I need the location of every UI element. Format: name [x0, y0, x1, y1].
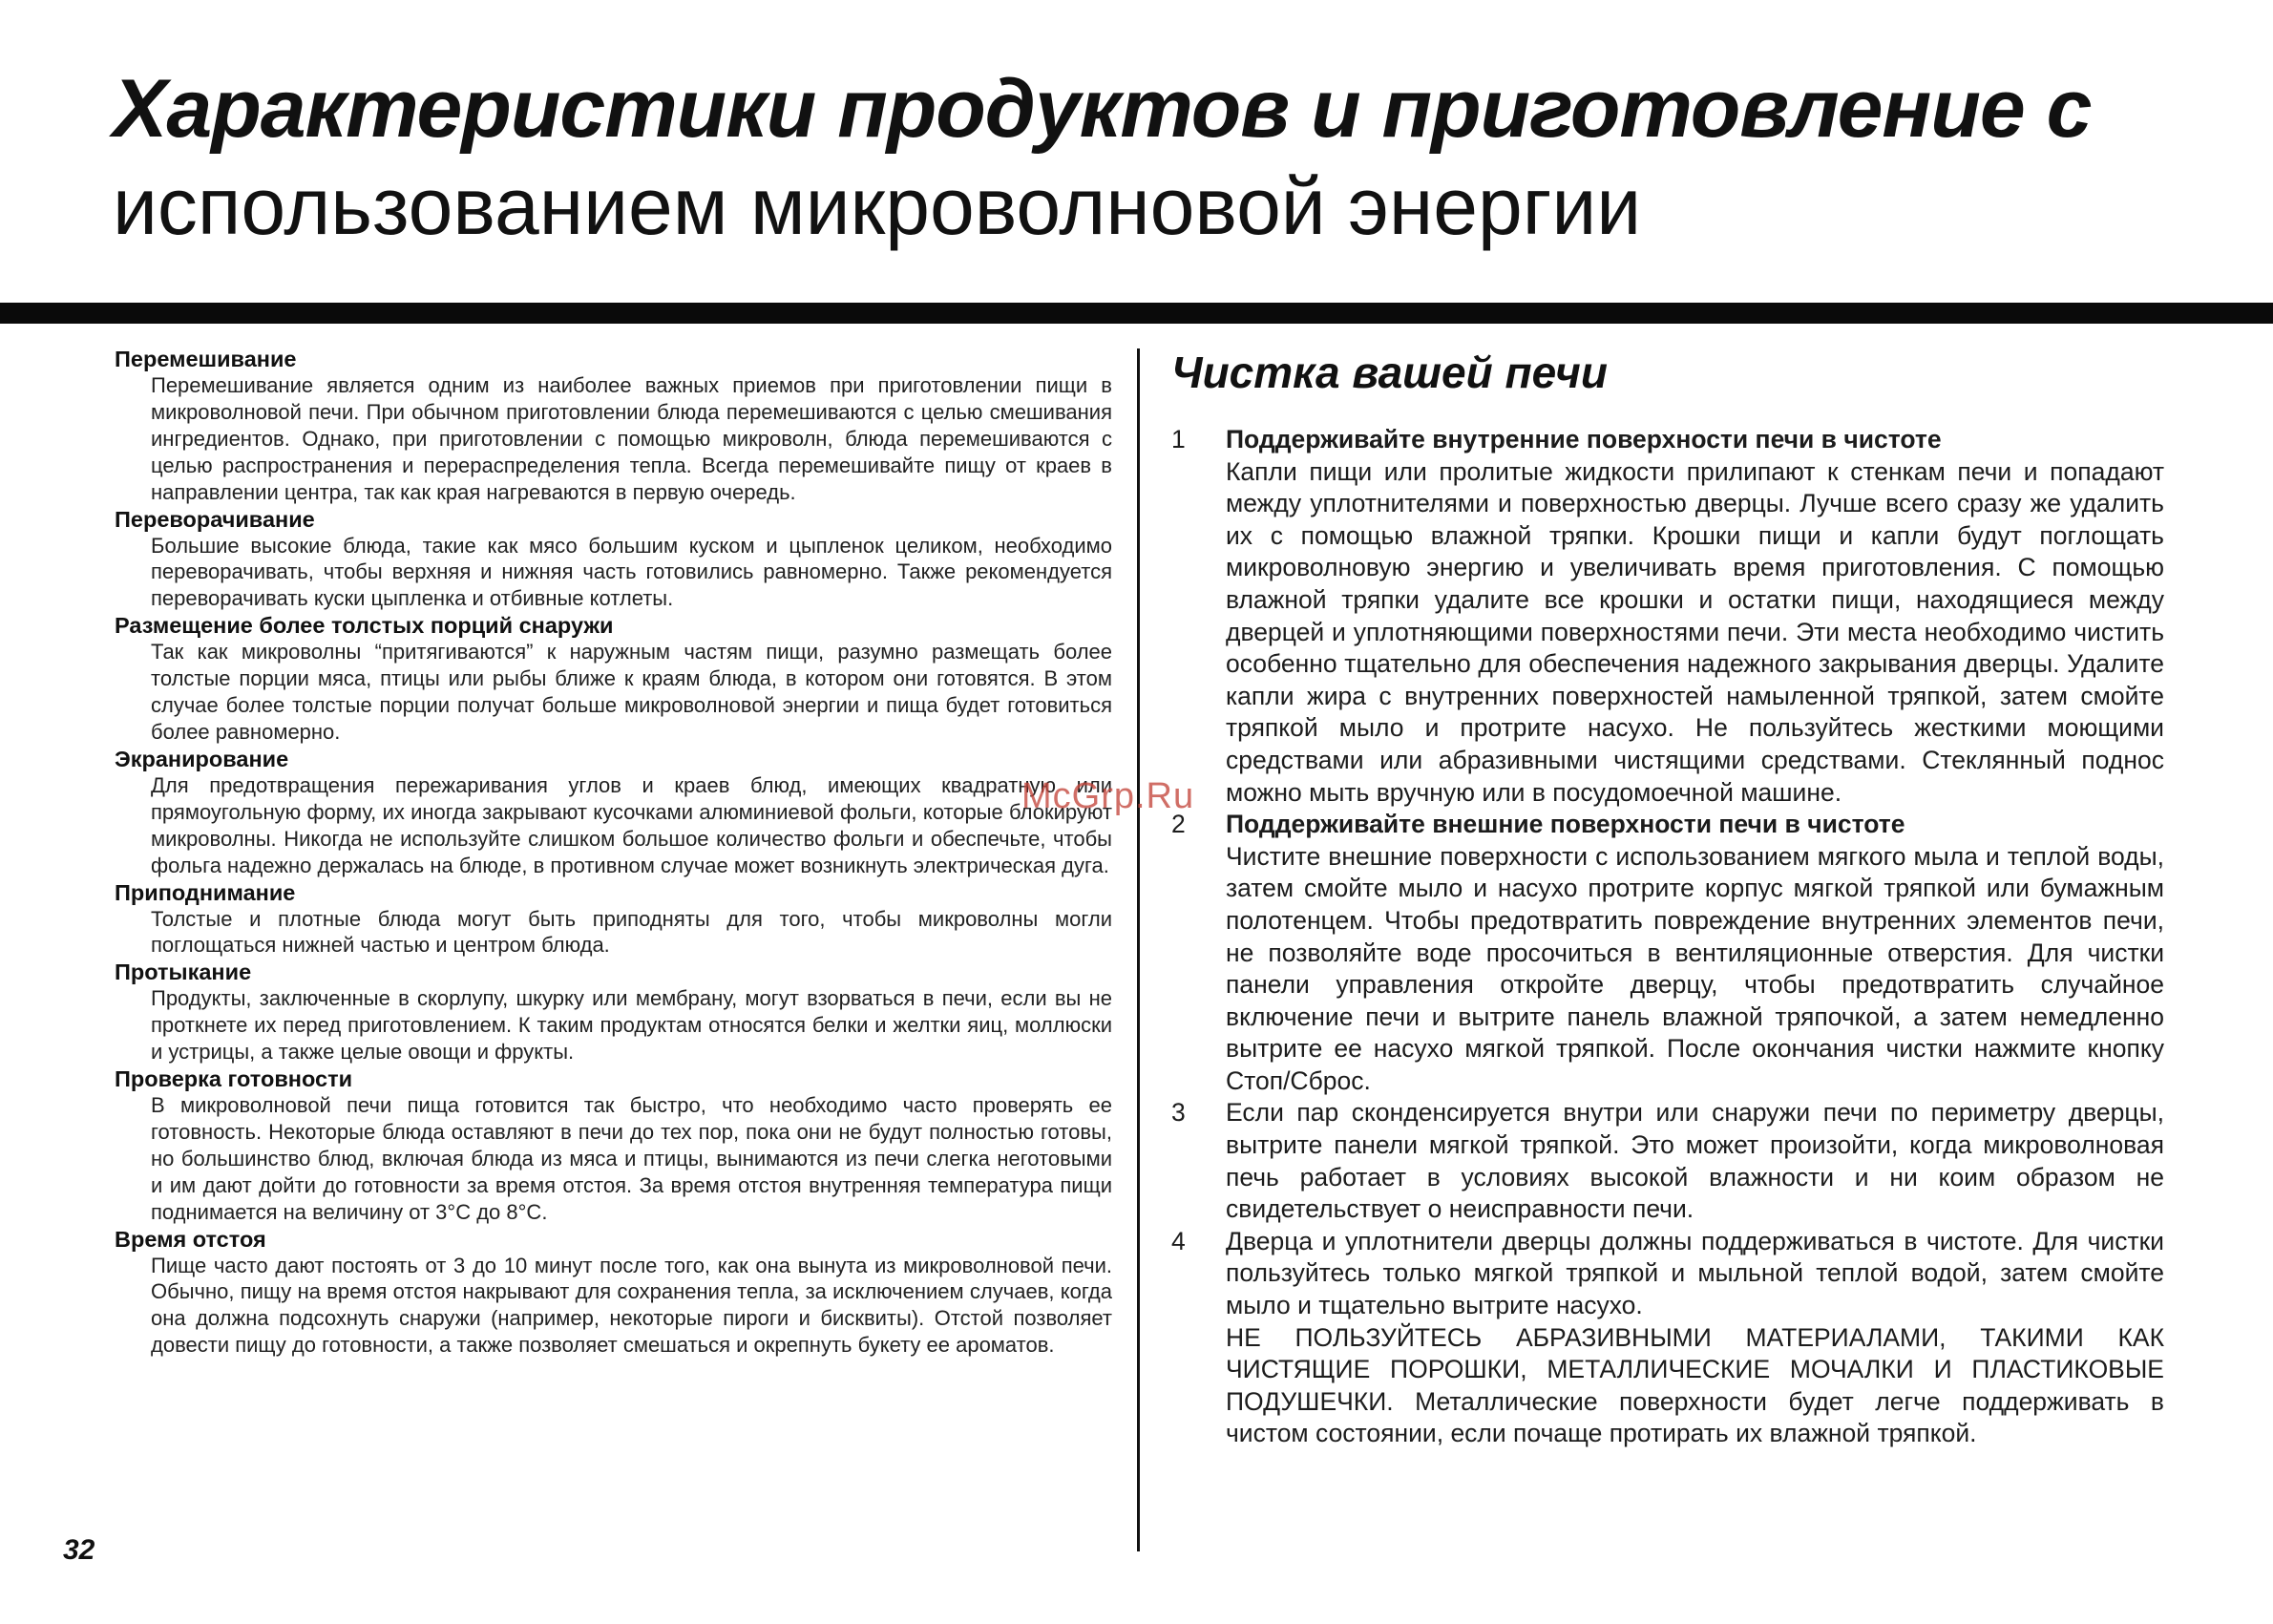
item-text: Если пар сконденсируется внутри или снаружи печи по периметру дверцы, вытрите панели мягкой тряпкой. Это может произойти, когда микроволновая печь работает в условиях высокой влажности и ни коим образом не свидетельствует о неисправности печи. [1226, 1098, 2164, 1224]
item-warning-text: НЕ ПОЛЬЗУЙТЕСЬ АБРАЗИВНЫМИ МАТЕРИАЛАМИ, ТАКИМИ КАК ЧИСТЯЩИЕ ПОРОШКИ, МЕТАЛЛИЧЕСКИЕ МОЧАЛКИ И ПЛАСТИКОВЫЕ ПОДУШЕЧКИ. Металлические поверхности будет легче поддерживать в чистом состоянии, если почаще протирать их влажной тряпкой. [1226, 1322, 2164, 1448]
item-heading: Поддерживайте внутренние поверхности печи в чистоте [1226, 425, 1942, 453]
section-shielding [115, 746, 1112, 879]
section-stirring [115, 346, 1112, 506]
header-divider-bar [0, 303, 2273, 324]
item-number: 3 [1171, 1098, 1186, 1128]
section-text: Так как микроволны “притягиваются” к наружным частям пищи, разумно размещать более толстые порции мяса, птицы или рыбы ближе к краям блюда, в котором они готовятся. В этом случае более толстые порции получат больше микроволновой энергии и пища будет готовиться более равномерно. [151, 640, 1112, 744]
column-divider [1137, 348, 1140, 1551]
section-heading: Время отстоя [115, 1226, 266, 1252]
section-standing-time [115, 1226, 1112, 1360]
cleaning-column [1171, 344, 2164, 1450]
cleaning-item [1171, 809, 2164, 1097]
item-text: Чистите внешние поверхности с использованием мягкого мыла и теплой воды, затем смойте мыло и насухо протрите корпус мягкой тряпкой или бумажным полотенцем. Чтобы предотвратить повреждение внутренних элементов печи, не позволяйте воде просочиться в вентиляционные отверстия. Для чистки панели управления откройте дверцу, чтобы предотвратить случайное включение печи и вытрите панель влажной тряпочкой, а затем немедленно вытрите ее насухо мягкой тряпкой. После окончания чистки нажмите кнопку Стоп/Сброс. [1226, 841, 2164, 1095]
page-number: 32 [63, 1534, 95, 1566]
section-heading: Размещение более толстых порций снаружи [115, 613, 614, 639]
section-text: В микроволновой печи пища готовится так быстро, что необходимо часто проверять ее готовность. Некоторые блюда оставляют в печи до тех пор, пока они не будут полностью готовы, но большинство блюд, включая блюда из мяса и птицы, вынимаются из печи слегка неготовыми и им дают дойти до готовности за время отстоя. За время отстоя внутренняя температура пищи поднимается на величину от 3°С до 8°С. [151, 1093, 1112, 1224]
section-heading: Приподнимание [115, 879, 296, 905]
item-text: Дверца и уплотнители дверцы должны поддерживаться в чистоте. Для чистки пользуйтесь только мягкой тряпкой и мыльной теплой водой, затем смойте мыло и тщательно вытрите насухо. [1226, 1226, 2164, 1320]
page-title [113, 59, 2213, 254]
cleaning-item [1171, 1097, 2164, 1225]
section-elevating [115, 879, 1112, 960]
section-heading: Проверка готовности [115, 1066, 353, 1092]
section-text: Пище часто дают постоять от 3 до 10 минут после того, как она вынута из микроволновой печи. Обычно, пищу на время отстоя накрывают для сохранения тепла, за исключением случаев, когда она должна подсохнуть снаружи (например, некоторые пироги и бисквиты). Отстой позволяет довести пищу до готовности, а также позволяет смешаться и окрепнуть букету ее ароматов. [151, 1253, 1112, 1358]
section-heading: Переворачивание [115, 506, 315, 532]
section-text: Для предотвращения пережаривания углов и краев блюд, имеющих квадратную или прямоугольную форму, их иногда закрывают кусочками алюминиевой фольги, которые блокируют микроволны. Никогда не используйте слишком большое количество фольги и обеспечьте, чтобы фольга надежно держалась на блюде, в противном случае может возникнуть электрическая дуга. [151, 772, 1112, 877]
section-text: Толстые и плотные блюда могут быть приподняты для того, чтобы микроволны могли поглощаться нижней частью и центром блюда. [151, 906, 1112, 958]
section-thick-portions [115, 612, 1112, 746]
section-piercing [115, 959, 1112, 1065]
section-text: Перемешивание является одним из наиболее важных приемов при приготовлении пищи в микроволновой печи. При обычном приготовлении блюда перемешиваются с целью смешивания ингредиентов. Однако, при приготовлении с помощью микроволн, блюда перемешиваются с целью распространения и перераспределения тепла. Всегда перемешивайте пищу от краев в направлении центра, так как края нагреваются в первую очередь. [151, 373, 1112, 504]
watermark: McGrp.Ru [1021, 776, 1195, 816]
cleaning-item [1171, 424, 2164, 809]
food-characteristics-column [115, 346, 1112, 1359]
section-doneness-check [115, 1065, 1112, 1226]
title-bold-line: Характеристики продуктов и приготовление с [113, 63, 2092, 155]
item-number: 4 [1171, 1226, 1186, 1255]
title-light-line: использованием микроволновой энергии [113, 161, 1642, 251]
item-heading: Поддерживайте внешние поверхности печи в чистоте [1226, 810, 1905, 839]
item-text: Капли пищи или пролитые жидкости прилипают к стенкам печи и попадают между уплотнителями и поверхностью дверцы. Лучше всего сразу же удалить их с помощью влажной тряпки. Крошки пищи и капли будут поглощать микроволновую энергию и увеличивать время приготовления. С помощью влажной тряпки удалите все крошки и остатки пищи, находящиеся между дверцей и уплотняющими поверхностями печи. Эти места необходимо чистить особенно тщательно для обеспечения надежного закрывания дверцы. Удалите капли жира с внутренних поверхностей намыленной тряпкой, затем смойте тряпкой мыло и протрите насухо. Не пользуйтесь жесткими моющими средствами или абразивными чистящими средствами. Стеклянный поднос можно мыть вручную или в посудомоечной машине. [1226, 456, 2164, 807]
section-heading: Перемешивание [115, 347, 297, 371]
item-number: 1 [1171, 425, 1186, 453]
section-heading: Протыкание [115, 960, 252, 985]
section-turning [115, 506, 1112, 613]
cleaning-item [1171, 1226, 2164, 1450]
section-text: Продукты, заключенные в скорлупу, шкурку или мембрану, могут взорваться в печи, если вы не проткнете их перед приготовлением. К таким продуктам относятся белки и желтки яиц, моллюски и устрицы, а также целые овощи и фрукты. [151, 986, 1112, 1065]
cleaning-title: Чистка вашей печи [1171, 348, 1608, 397]
section-heading: Экранирование [115, 746, 289, 771]
section-text: Большие высокие блюда, такие как мясо большим куском и цыпленок целиком, необходимо переворачивать, чтобы верхняя и нижняя часть готовились равномерно. Также рекомендуется переворачивать куски цыпленка и отбивные котлеты. [151, 533, 1112, 611]
item-number: 2 [1171, 810, 1186, 839]
